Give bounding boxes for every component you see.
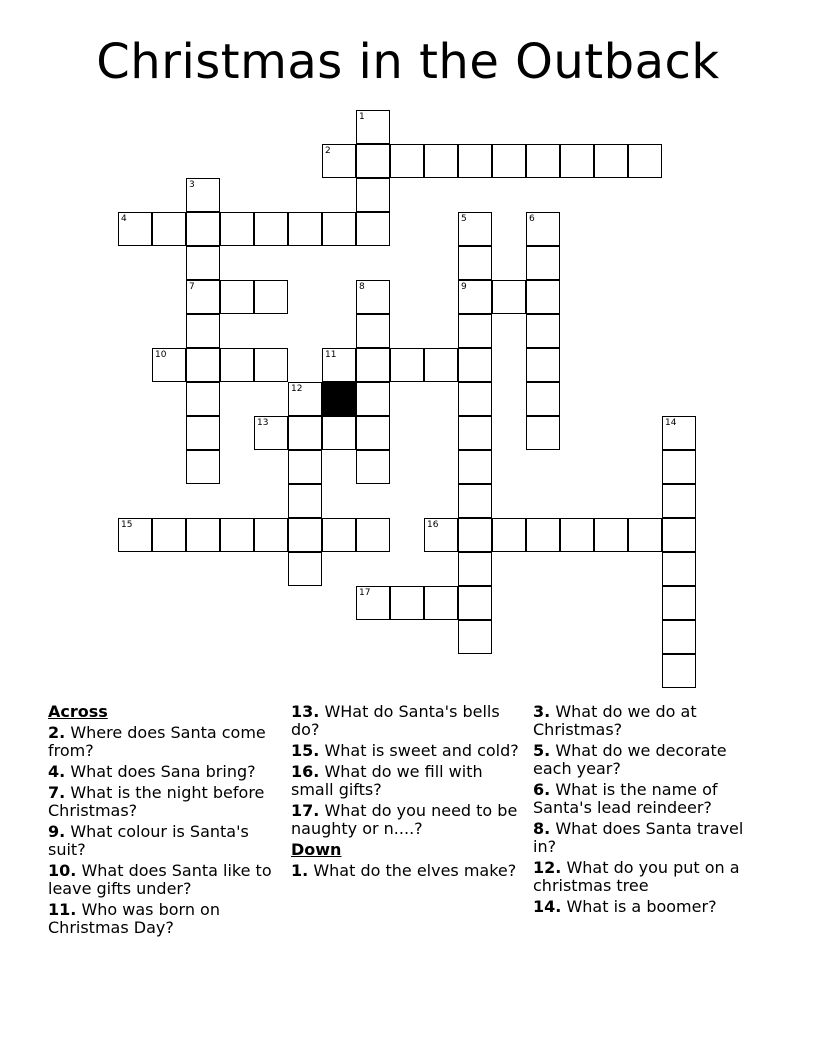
- grid-cell[interactable]: [526, 280, 560, 314]
- grid-cell[interactable]: [288, 416, 322, 450]
- grid-cell[interactable]: [254, 212, 288, 246]
- clue-across-17: 17. What do you need to be naughty or n....?: [291, 801, 518, 838]
- grid-cell[interactable]: [662, 654, 696, 688]
- grid-cell[interactable]: [424, 144, 458, 178]
- clue-number: 5: [461, 214, 467, 224]
- clue-across-7: 7. What is the night before Christmas?: [48, 783, 265, 820]
- grid-cell[interactable]: [526, 348, 560, 382]
- clue-number: 8: [359, 282, 365, 292]
- grid-cell[interactable]: [356, 144, 390, 178]
- grid-cell[interactable]: [526, 314, 560, 348]
- grid-cell[interactable]: [186, 450, 220, 484]
- grid-cell[interactable]: [526, 382, 560, 416]
- grid-cell[interactable]: [458, 620, 492, 654]
- grid-cell[interactable]: [186, 416, 220, 450]
- clue-number: 7: [189, 282, 195, 292]
- grid-cell[interactable]: [220, 518, 254, 552]
- grid-cell-11[interactable]: [322, 348, 356, 382]
- grid-cell[interactable]: [458, 552, 492, 586]
- grid-cell[interactable]: [560, 518, 594, 552]
- clue-down-5: 5. What do we decorate each year?: [533, 741, 727, 778]
- clue-across-2: 2. Where does Santa come from?: [48, 723, 266, 760]
- grid-cell-7[interactable]: [186, 280, 220, 314]
- grid-cell[interactable]: [186, 348, 220, 382]
- grid-cell-12[interactable]: [288, 382, 322, 416]
- clue-down-8: 8. What does Santa travel in?: [533, 819, 744, 856]
- page-title: Christmas in the Outback: [96, 34, 720, 90]
- grid-cell[interactable]: [220, 280, 254, 314]
- grid-cell[interactable]: [662, 552, 696, 586]
- clue-down-6: 6. What is the name of Santa's lead reindeer?: [533, 780, 718, 817]
- grid-cell[interactable]: [662, 450, 696, 484]
- grid-cell[interactable]: [628, 144, 662, 178]
- grid-cell[interactable]: [458, 348, 492, 382]
- clues-column-3: [533, 703, 763, 919]
- clue-across-10: 10. What does Santa like to leave gifts under?: [48, 861, 272, 898]
- clue-number: 12: [291, 384, 303, 394]
- grid-cell[interactable]: [458, 314, 492, 348]
- grid-cell[interactable]: [288, 212, 322, 246]
- grid-cell[interactable]: [526, 144, 560, 178]
- grid-cell[interactable]: [356, 450, 390, 484]
- grid-cell[interactable]: [492, 144, 526, 178]
- grid-cell-15[interactable]: [118, 518, 152, 552]
- grid-cell[interactable]: [662, 518, 696, 552]
- grid-cell[interactable]: [424, 586, 458, 620]
- grid-cell[interactable]: [220, 212, 254, 246]
- grid-cell-1[interactable]: [356, 110, 390, 144]
- clue-number: 10: [155, 350, 167, 360]
- clues-column-1: [48, 703, 278, 940]
- grid-cell[interactable]: [152, 212, 186, 246]
- grid-cell[interactable]: [288, 518, 322, 552]
- clue-down-14: 14. What is a boomer?: [533, 897, 717, 916]
- clue-number: 2: [325, 146, 331, 156]
- clue-down-3: 3. What do we do at Christmas?: [533, 702, 697, 739]
- clue-across-11: 11. Who was born on Christmas Day?: [48, 900, 220, 937]
- grid-cell[interactable]: [594, 144, 628, 178]
- clue-across-13: 13. WHat do Santa's bells do?: [291, 702, 500, 739]
- grid-cell[interactable]: [322, 212, 356, 246]
- clue-number: 6: [529, 214, 535, 224]
- clue-number: 14: [665, 418, 677, 428]
- down-heading: Down: [291, 840, 342, 859]
- grid-cell[interactable]: [526, 518, 560, 552]
- grid-cell[interactable]: [492, 280, 526, 314]
- grid-cell[interactable]: [254, 280, 288, 314]
- clue-number: 1: [359, 112, 365, 122]
- clue-across-15: 15. What is sweet and cold?: [291, 741, 519, 760]
- grid-cell[interactable]: [662, 620, 696, 654]
- grid-cell[interactable]: [186, 246, 220, 280]
- grid-cell-17[interactable]: [356, 586, 390, 620]
- grid-cell[interactable]: [458, 484, 492, 518]
- clue-down-12: 12. What do you put on a christmas tree: [533, 858, 740, 895]
- grid-cell-4[interactable]: [118, 212, 152, 246]
- grid-cell[interactable]: [458, 382, 492, 416]
- clue-number: 13: [257, 418, 269, 428]
- grid-cell[interactable]: [356, 212, 390, 246]
- grid-cell[interactable]: [390, 348, 424, 382]
- grid-cell[interactable]: [458, 416, 492, 450]
- grid-cell[interactable]: [356, 348, 390, 382]
- grid-cell[interactable]: [322, 518, 356, 552]
- across-heading: Across: [48, 702, 108, 721]
- grid-cell-6[interactable]: [526, 212, 560, 246]
- grid-cell[interactable]: [254, 348, 288, 382]
- grid-cell[interactable]: [322, 416, 356, 450]
- grid-cell[interactable]: [662, 586, 696, 620]
- clues-column-2: [291, 703, 521, 883]
- clue-across-4: 4. What does Sana bring?: [48, 762, 256, 781]
- grid-cell[interactable]: [356, 518, 390, 552]
- grid-cell-14[interactable]: [662, 416, 696, 450]
- clue-across-9: 9. What colour is Santa's suit?: [48, 822, 249, 859]
- grid-cell[interactable]: [560, 144, 594, 178]
- grid-cell-3[interactable]: [186, 178, 220, 212]
- grid-cell[interactable]: [628, 518, 662, 552]
- grid-cell[interactable]: [458, 450, 492, 484]
- grid-cell-10[interactable]: [152, 348, 186, 382]
- grid-block: [322, 382, 356, 416]
- grid-cell[interactable]: [152, 518, 186, 552]
- grid-cell[interactable]: [458, 518, 492, 552]
- grid-cell[interactable]: [356, 382, 390, 416]
- grid-cell[interactable]: [356, 314, 390, 348]
- grid-cell-5[interactable]: [458, 212, 492, 246]
- clue-number: 16: [427, 520, 439, 530]
- grid-cell-8[interactable]: [356, 280, 390, 314]
- grid-cell[interactable]: [662, 484, 696, 518]
- grid-cell[interactable]: [458, 246, 492, 280]
- grid-cell[interactable]: [186, 212, 220, 246]
- grid-cell-2[interactable]: [322, 144, 356, 178]
- grid-cell[interactable]: [458, 144, 492, 178]
- grid-cell[interactable]: [390, 144, 424, 178]
- grid-cell-13[interactable]: [254, 416, 288, 450]
- grid-cell[interactable]: [220, 348, 254, 382]
- grid-cell[interactable]: [288, 450, 322, 484]
- grid-cell[interactable]: [594, 518, 628, 552]
- grid-cell-16[interactable]: [424, 518, 458, 552]
- grid-cell[interactable]: [492, 518, 526, 552]
- grid-cell[interactable]: [254, 518, 288, 552]
- grid-cell-9[interactable]: [458, 280, 492, 314]
- clue-number: 4: [121, 214, 127, 224]
- grid-cell[interactable]: [186, 314, 220, 348]
- grid-cell[interactable]: [424, 348, 458, 382]
- grid-cell[interactable]: [186, 518, 220, 552]
- grid-cell[interactable]: [288, 484, 322, 518]
- clue-number: 3: [189, 180, 195, 190]
- grid-cell[interactable]: [390, 586, 424, 620]
- grid-cell[interactable]: [526, 246, 560, 280]
- clue-across-16: 16. What do we fill with small gifts?: [291, 762, 483, 799]
- clue-down-1: 1. What do the elves make?: [291, 861, 517, 880]
- grid-cell[interactable]: [458, 586, 492, 620]
- grid-cell[interactable]: [356, 416, 390, 450]
- grid-cell[interactable]: [288, 552, 322, 586]
- grid-cell[interactable]: [186, 382, 220, 416]
- clue-number: 11: [325, 350, 337, 360]
- clue-number: 17: [359, 588, 371, 598]
- clue-number: 15: [121, 520, 133, 530]
- grid-cell[interactable]: [356, 178, 390, 212]
- grid-cell[interactable]: [526, 416, 560, 450]
- clue-number: 9: [461, 282, 467, 292]
